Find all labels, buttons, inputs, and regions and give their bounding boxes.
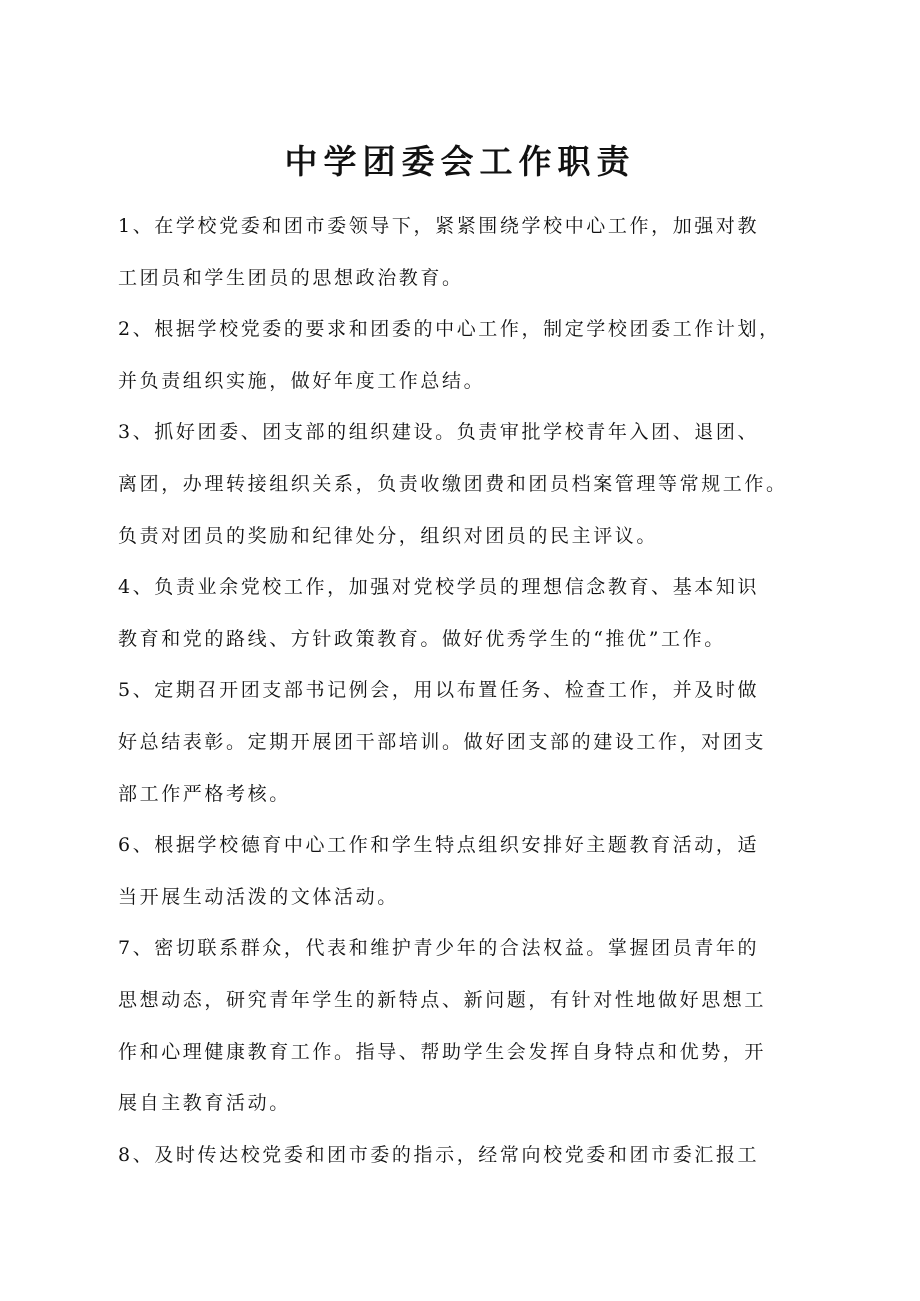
text-line: 2、根据学校党委的要求和团委的中心工作，制定学校团委工作计划， <box>118 318 781 341</box>
text-line: 负责对团员的奖励和纪律处分，组织对团员的民主评议。 <box>118 524 659 547</box>
text-line: 教育和党的路线、方针政策教育。做好优秀学生的“推优”工作。 <box>118 627 726 650</box>
text-line: 工团员和学生团员的思想政治教育。 <box>118 266 464 289</box>
document-title: 中学团委会工作职责 <box>284 142 636 181</box>
text-line: 作和心理健康教育工作。指导、帮助学生会发挥自身特点和优势，开 <box>118 1040 767 1063</box>
text-line: 当开展生动活泼的文体活动。 <box>118 885 399 908</box>
text-line: 思想动态，研究青年学生的新特点、新问题，有针对性地做好思想工 <box>118 988 767 1011</box>
text-line: 离团，办理转接组织关系，负责收缴团费和团员档案管理等常规工作。 <box>118 472 788 495</box>
document-body <box>118 201 806 1181</box>
text-line: 部工作严格考核。 <box>118 782 291 805</box>
text-line: 展自主教育活动。 <box>118 1092 291 1115</box>
text-line: 并负责组织实施，做好年度工作总结。 <box>118 369 486 392</box>
text-line: 4、负责业余党校工作，加强对党校学员的理想信念教育、基本知识 <box>118 576 760 599</box>
text-line: 8、及时传达校党委和团市委的指示，经常向校党委和团市委汇报工 <box>118 1143 760 1166</box>
text-line: 6、根据学校德育中心工作和学生特点组织安排好主题教育活动，适 <box>118 834 760 857</box>
text-line: 5、定期召开团支部书记例会，用以布置任务、检查工作，并及时做 <box>118 679 760 702</box>
text-line: 1、在学校党委和团市委领导下，紧紧围绕学校中心工作，加强对教 <box>118 215 760 237</box>
text-line: 好总结表彰。定期开展团干部培训。做好团支部的建设工作，对团支 <box>118 730 767 753</box>
text-line: 3、抓好团委、团支部的组织建设。负责审批学校青年入团、退团、 <box>118 421 760 444</box>
text-line: 7、密切联系群众，代表和维护青少年的合法权益。掌握团员青年的 <box>118 937 760 960</box>
